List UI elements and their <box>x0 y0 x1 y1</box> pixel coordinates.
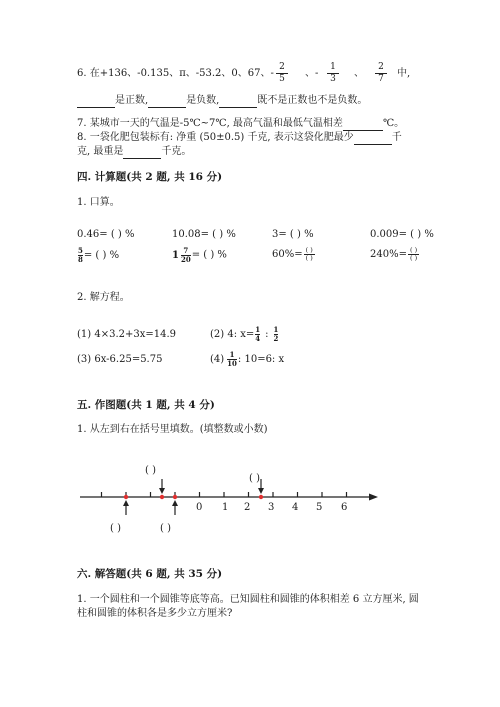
q8-blank-1[interactable] <box>354 134 392 145</box>
section6-p1-line1: 1. 一个圆柱和一个圆锥等底等高。已知圆柱和圆锥的体积相差 6 立方厘米, 圆 <box>77 594 419 605</box>
q7-blank[interactable] <box>343 120 383 131</box>
equation-1: (1) 4×3.2+3x=14.9 <box>77 329 177 340</box>
section6-title: 六. 解答题(共 6 题, 共 35 分) <box>77 568 223 580</box>
numberline-paren-top-right[interactable]: ( ) <box>249 473 260 484</box>
q6-line1 <box>77 67 274 81</box>
number-line-ticks <box>102 492 347 497</box>
tick-label: 0 <box>196 502 203 513</box>
q6-frac-a: $\frac{2}{5}$ <box>276 62 288 85</box>
calc-mixed-number: 1 $\frac{7}{20}$ <box>172 246 191 264</box>
equation-4: (4) $\frac{1}{10}$ : 10=6: x <box>210 350 285 368</box>
calc-row1-c: 3= ( ) % <box>272 229 314 240</box>
arrow-down-left <box>159 479 165 494</box>
number-line-point <box>173 495 177 499</box>
section5-p1: 1. 从左到右在括号里填数。(填整数或小数) <box>77 424 268 435</box>
tick-label: 3 <box>268 502 275 513</box>
number-line-point <box>160 495 164 499</box>
calc-row2-a: $\frac{5}{8}$ = ( ) % <box>78 246 120 264</box>
section5-title: 五. 作图题(共 1 题, 共 4 分) <box>77 399 215 411</box>
tick-label: 6 <box>341 502 348 513</box>
numberline-paren-bottom-left[interactable]: ( ) <box>110 523 121 534</box>
q6-prefix: 6. 在+136、-0.135、π、-53.2、0、67、- <box>77 68 274 79</box>
calc-row2-b: 1 $\frac{7}{20}$ = ( ) % <box>172 246 227 264</box>
calc-row2-d: 240%= $\frac{( )}{( )}$ <box>370 246 418 262</box>
numberline-paren-bottom-mid[interactable]: ( ) <box>160 523 171 534</box>
number-line-point <box>259 495 263 499</box>
calc-row1-a: 0.46= ( ) % <box>77 229 135 240</box>
q6-blank-1[interactable] <box>77 97 115 108</box>
q7-line: 7. 某城市一天的气温是-5℃~7℃, 最高气温和最低气温相差 ℃。 <box>77 118 405 129</box>
section6-p1-line2: 柱和圆锥的体积各是多少立方厘米? <box>77 608 233 619</box>
equation-3: (3) 6x-6.25=5.75 <box>77 354 163 365</box>
calc-row2-c: 60%= $\frac{( )}{( )}$ <box>272 246 313 262</box>
q6-frac-c: $\frac{2}{7}$ <box>375 62 387 85</box>
q8-line1: 8. 一袋化肥包装标有: 净重 (50±0.5) 千克, 表示这袋化肥最少 千 <box>77 132 402 143</box>
arrow-down-right <box>258 479 264 494</box>
calc-row1-b: 10.08= ( ) % <box>172 229 236 240</box>
calc-frac-5-8: $\frac{5}{8}$ <box>78 246 83 264</box>
number-line-arrowhead <box>369 494 378 501</box>
section4-p1: 1. 口算。 <box>77 197 120 208</box>
number-line-point <box>124 495 128 499</box>
calc-row1-d: 0.009= ( ) % <box>370 229 434 240</box>
q8-line2: 克, 最重是 千克。 <box>77 146 192 157</box>
tick-label: 1 <box>222 502 229 513</box>
arrow-up-left <box>123 500 129 515</box>
section4-p2: 2. 解方程。 <box>77 292 130 303</box>
q6-frac-b: $\frac{1}{3}$ <box>327 62 339 85</box>
calc-paren-frac-c[interactable]: $\frac{( )}{( )}$ <box>305 246 313 262</box>
calc-paren-frac-d[interactable]: $\frac{( )}{( )}$ <box>409 246 418 262</box>
tick-label: 2 <box>244 502 251 513</box>
numberline-paren-top-left[interactable]: ( ) <box>145 465 156 476</box>
q6-line2: 是正数, 是负数, 既不是正数也不是负数。 <box>77 94 367 108</box>
q6-sep-b: 、 <box>354 68 364 79</box>
equation-2: (2) 4: x= $\frac{1}{4}$ : $\frac{1}{2}$ <box>210 325 279 343</box>
tick-label: 5 <box>316 502 323 513</box>
tick-label: 4 <box>292 502 299 513</box>
q8-blank-2[interactable] <box>123 148 161 159</box>
q6-sep-a: 、- <box>305 68 319 79</box>
section4-title: 四. 计算题(共 2 题, 共 16 分) <box>77 171 223 183</box>
q6-blank-2[interactable] <box>148 97 186 108</box>
arrow-up-mid <box>172 500 178 515</box>
q6-blank-3[interactable] <box>219 97 257 108</box>
q6-suffix: 中, <box>397 68 411 79</box>
